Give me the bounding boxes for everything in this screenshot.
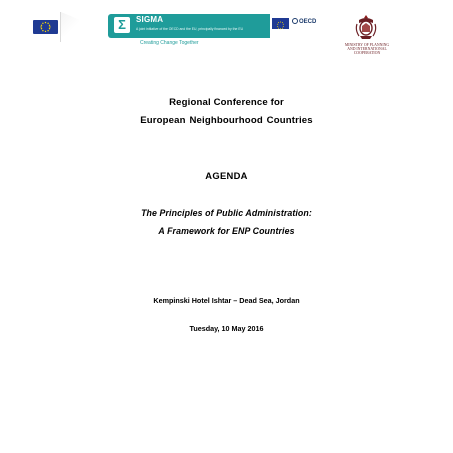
eu-stars-icon	[33, 20, 58, 34]
subtitle-line-1: The Principles of Public Administration:	[141, 208, 312, 218]
ministry-logo-text	[335, 43, 399, 56]
ministry-text-line-3: COOPERATION	[353, 51, 381, 56]
sigma-logo-subtitle: A joint initiative of the OECD and the EU, principally financed by the EU	[136, 27, 244, 31]
ministry-emblem-icon	[355, 14, 377, 40]
venue-text: Kempinski Hotel Ishtar – Dead Sea, Jordan	[153, 296, 300, 305]
sigma-tagline: Creating Change Together	[140, 40, 199, 46]
date-text: Tuesday, 10 May 2016	[189, 324, 264, 333]
oecd-logo	[292, 18, 316, 25]
agenda-heading: AGENDA	[205, 170, 248, 181]
oecd-ring-icon	[292, 18, 298, 24]
sigma-logo-banner	[108, 14, 270, 38]
ministry-text-line-1: MINISTRY OF PLANNING	[344, 43, 390, 47]
ministry-text-line-2: AND INTERNATIONAL	[347, 47, 387, 52]
subtitle-line-2: A Framework for ENP Countries	[158, 226, 295, 236]
oecd-label: OECD	[299, 19, 317, 25]
sigma-symbol-icon: Σ	[114, 17, 130, 33]
eu-flag-logo	[33, 20, 58, 34]
conference-title-line-2: European Neighbourhood Countries	[140, 115, 313, 126]
conference-title-line-1: Regional Conference for	[169, 97, 284, 108]
ec-logo-graphic	[60, 12, 83, 42]
sigma-eu-flag-icon	[272, 18, 289, 29]
sigma-logo-title: SIGMA	[136, 15, 164, 24]
